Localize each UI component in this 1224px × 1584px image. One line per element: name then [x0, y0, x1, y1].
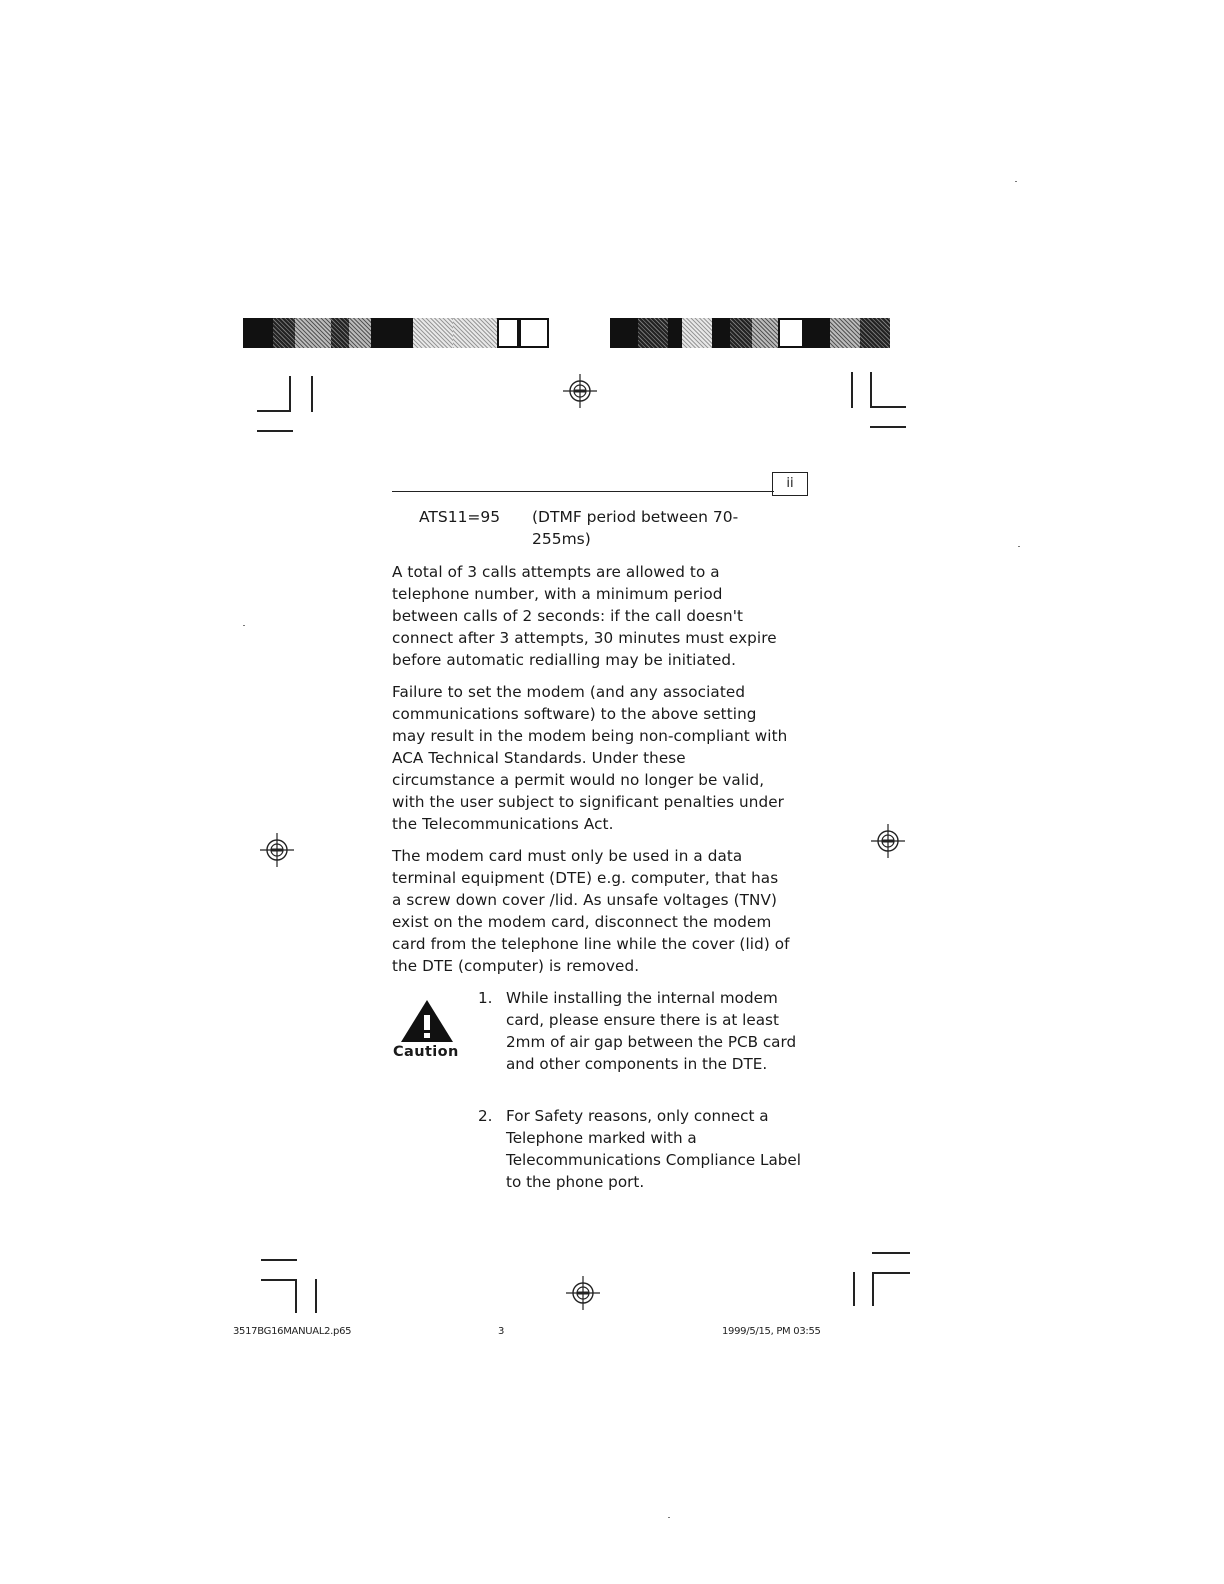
registration-mark-top — [563, 374, 597, 408]
scan-speck — [1018, 546, 1020, 547]
registration-mark-bottom — [566, 1276, 600, 1310]
page-label: ii — [772, 472, 808, 496]
footer-timestamp: 1999/5/15, PM 03:55 — [722, 1326, 821, 1337]
calibration-bar-left — [243, 318, 549, 348]
at-command-description: (DTMF period between 70-255ms) — [532, 508, 739, 548]
paragraph-redial-limits: A total of 3 calls attempts are allowed to a telephone number, with a minimum period between calls of 2 seconds: if the call doesn't connect after 3 attempts, 30 minutes must expire before automatic redialling may be initiated. — [392, 563, 777, 669]
caution-item-text: While installing the internal modem card, please ensure there is at least 2mm of air gap between the PCB card and other components in the DTE. — [506, 989, 797, 1073]
scan-speck — [243, 625, 245, 626]
at-command: ATS11=95 — [419, 508, 501, 526]
footer-page-number: 3 — [498, 1326, 505, 1337]
header-rule — [392, 491, 774, 492]
caution-label: Caution — [393, 1044, 459, 1060]
registration-mark-right — [871, 824, 905, 858]
paragraph-compliance: Failure to set the modem (and any associated communications software) to the above setting may result in the modem being non-compliant with ACA Technical Standards. Under these circumstance a permit would no longer be valid, with the user subject to significant penalties under the Telecommunications Act. — [392, 683, 788, 833]
scan-speck — [1015, 181, 1017, 182]
warning-triangle-icon — [399, 998, 455, 1044]
registration-mark-left — [260, 833, 294, 867]
caution-item-number: 1. — [478, 989, 493, 1007]
paragraph-dte-safety: The modem card must only be used in a data terminal equipment (DTE) e.g. computer, that has a screw down cover /lid. As unsafe voltages (TNV) exist on the modem card, disconnect the modem card from the telephone line while the cover (lid) of the DTE (computer) is removed. — [392, 847, 790, 975]
calibration-bar-right — [610, 318, 890, 348]
caution-item-text: For Safety reasons, only connect a Telephone marked with a Telecommunications Compliance Label to the phone port. — [506, 1107, 801, 1191]
caution-item-number: 2. — [478, 1107, 493, 1125]
footer-filename: 3517BG16MANUAL2.p65 — [233, 1326, 352, 1337]
scan-speck — [668, 1517, 670, 1518]
